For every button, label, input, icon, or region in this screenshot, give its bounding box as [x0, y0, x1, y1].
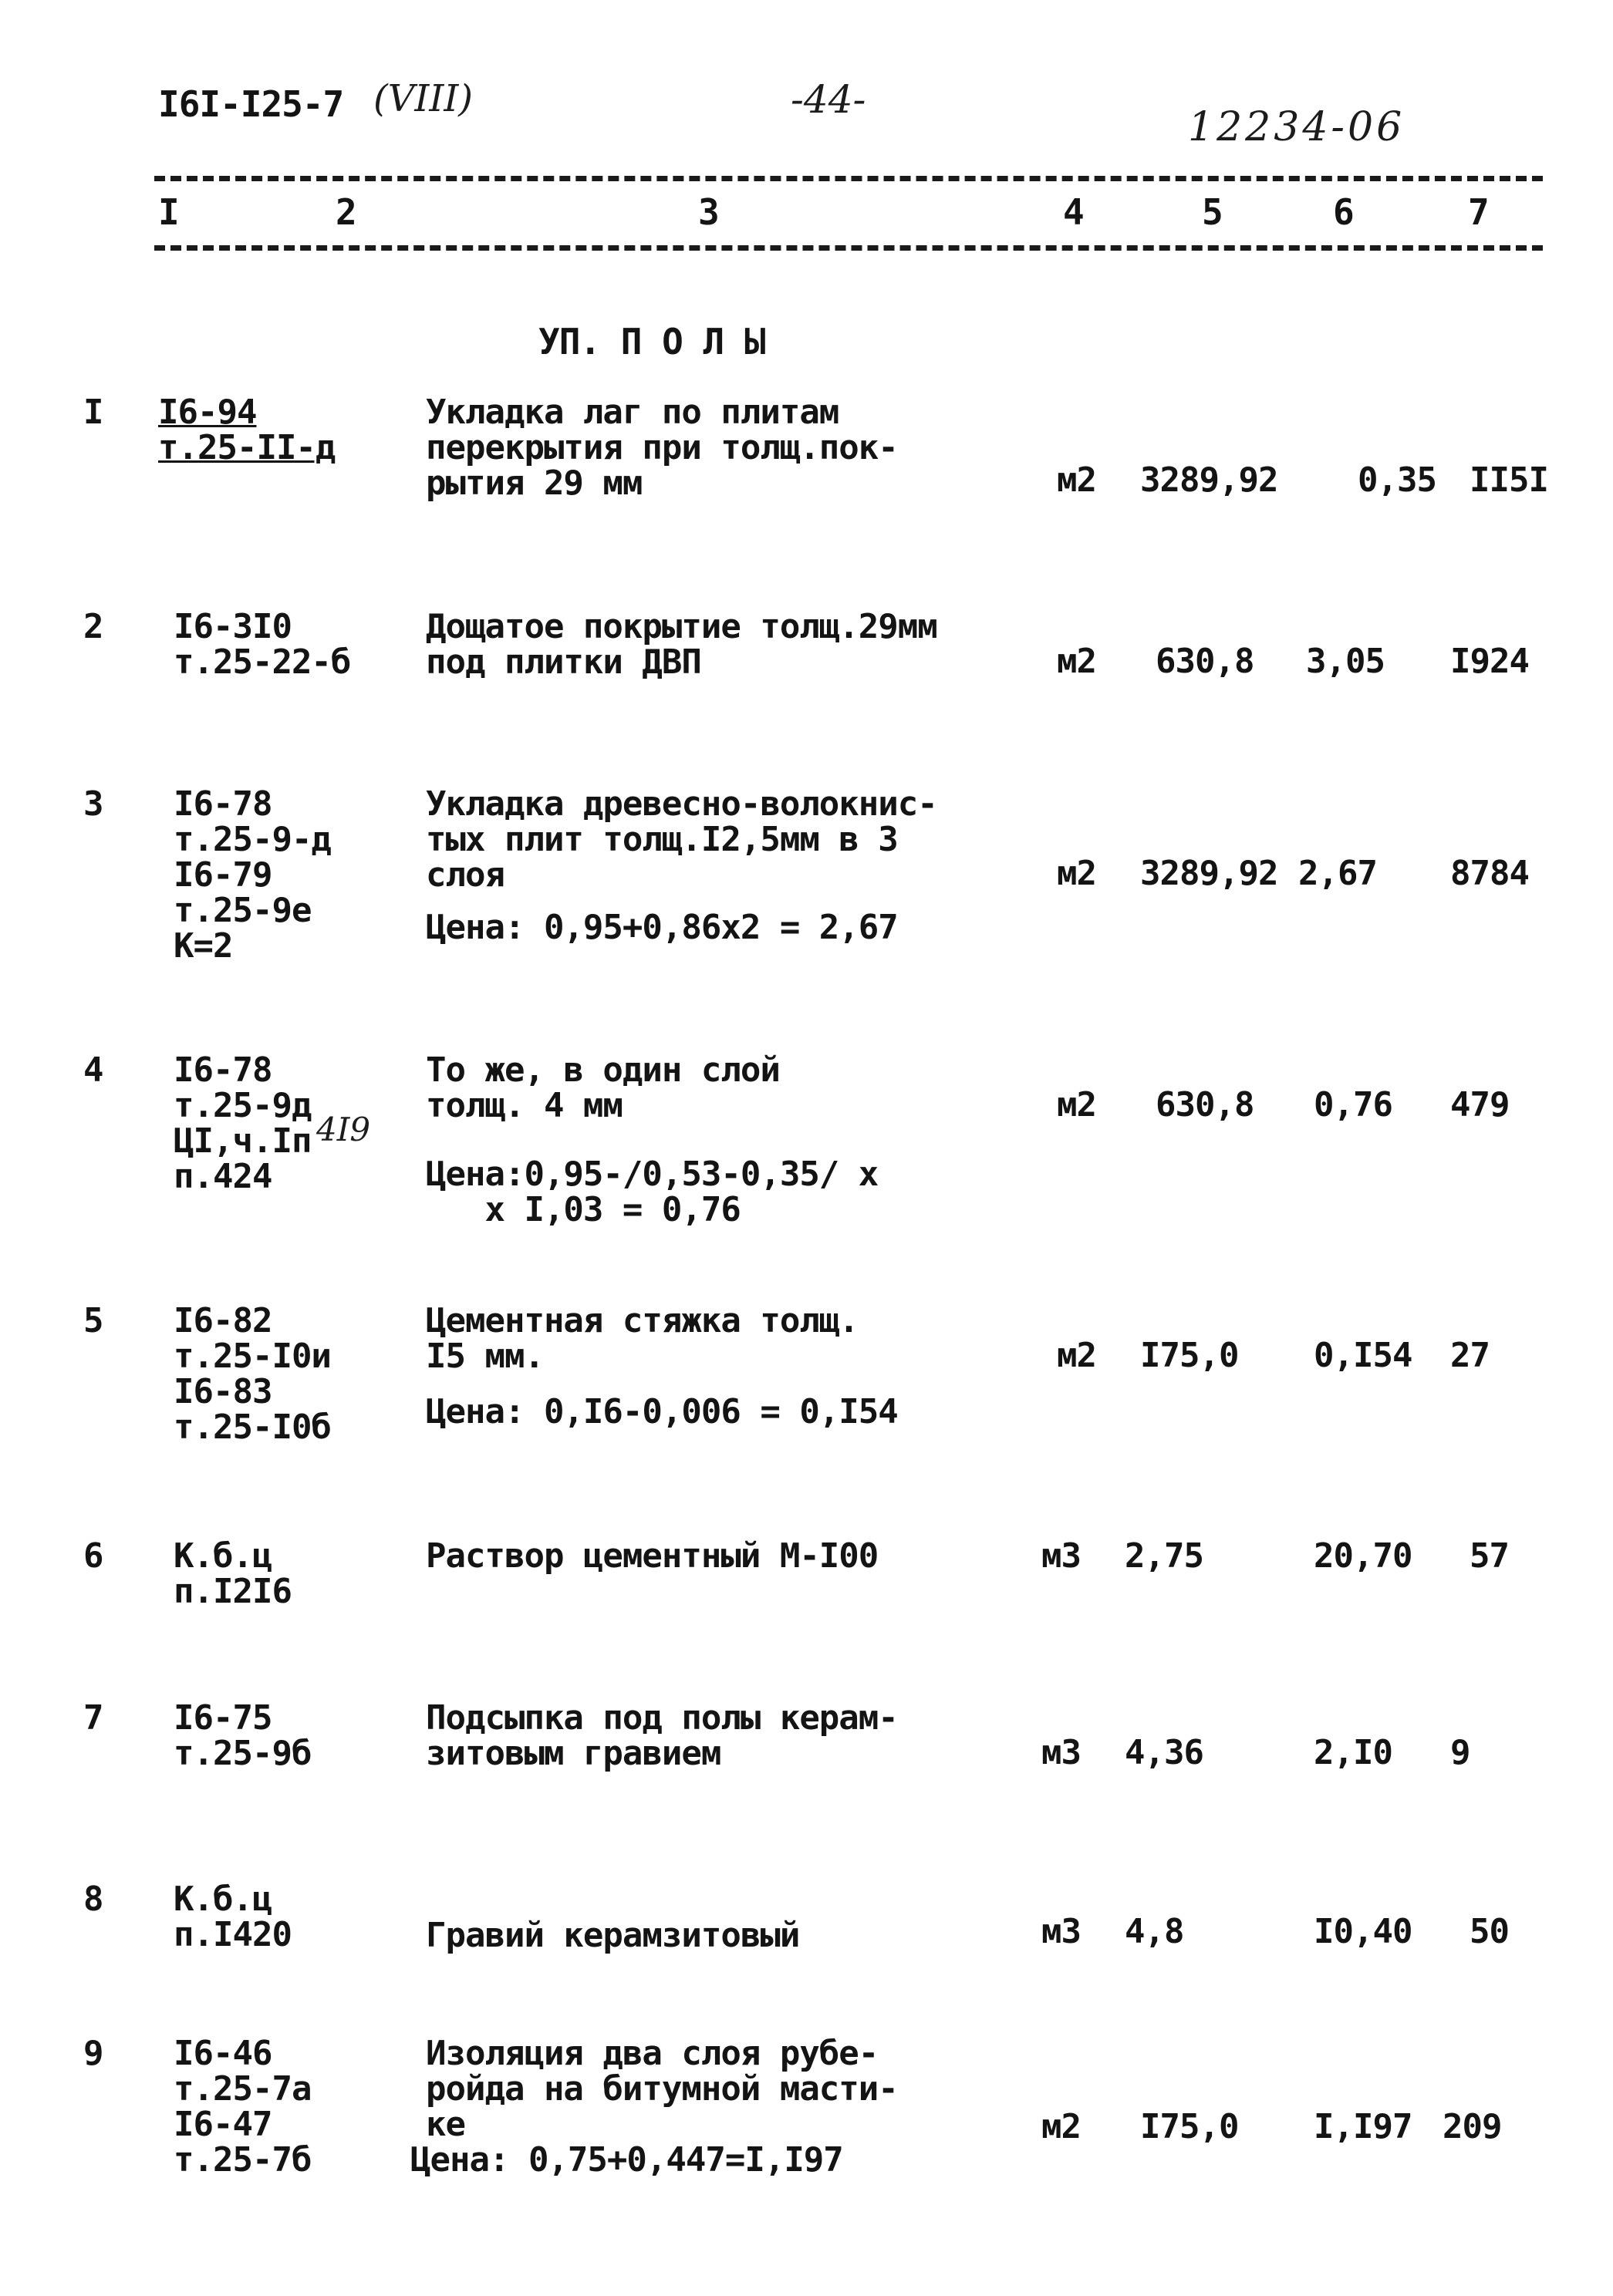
row-6-total: 57: [1470, 1536, 1509, 1576]
row-3-unit: м2: [1057, 854, 1096, 893]
row-4-price-note: Цена:0,95-/0,53-0,35/ х х I,03 = 0,76: [426, 1155, 879, 1229]
row-3-quantity: 3289,92: [1140, 854, 1278, 893]
row-8-unit: м3: [1041, 1912, 1081, 1951]
section-title: УП. П О Л Ы: [538, 321, 765, 362]
row-6-price: 20,70: [1314, 1536, 1412, 1576]
row-9-total: 209: [1443, 2107, 1502, 2146]
row-3-price-note: Цена: 0,95+0,86х2 = 2,67: [426, 908, 898, 947]
row-1-quantity: 3289,92: [1140, 460, 1278, 500]
row-3-total: 8784: [1450, 854, 1529, 893]
row-7-total: 9: [1450, 1733, 1470, 1772]
row-9-quantity: I75,0: [1140, 2107, 1239, 2146]
row-1-unit: м2: [1057, 460, 1096, 500]
row-1-price: 0,35: [1358, 460, 1436, 500]
row-9-price-note: Цена: 0,75+0,447=I,I97: [410, 2140, 843, 2180]
row-9-price: I,I97: [1314, 2107, 1412, 2146]
row-7-number: 7: [83, 1698, 103, 1738]
row-8-code: К.б.ц п.I420: [174, 1880, 292, 1954]
row-5-price: 0,I54: [1314, 1336, 1412, 1375]
column-number-2: 2: [336, 191, 356, 233]
row-3-description: Укладка древесно-волокнис- тых плит толщ.I2,5мм в 3 слоя: [426, 784, 937, 895]
row-4-code: I6-78 т.25-9д ЦI,ч.Iп п.424: [174, 1050, 312, 1196]
row-9-description: Изоляция два слоя рубе- ройда на битумной масти- ке: [426, 2034, 898, 2144]
row-8-description: Гравий керамзитовый: [426, 1916, 800, 1955]
row-1-number: I: [83, 393, 103, 432]
row-5-total: 27: [1450, 1336, 1490, 1375]
row-7-description: Подсыпка под полы керам- зитовым гравием: [426, 1698, 898, 1773]
row-7-price: 2,I0: [1314, 1733, 1392, 1772]
row-9-unit: м2: [1041, 2107, 1081, 2146]
column-number-6: 6: [1333, 191, 1354, 233]
row-4-price: 0,76: [1314, 1085, 1392, 1124]
row-4-description: То же, в один слой толщ. 4 мм: [426, 1050, 780, 1125]
column-number-1: I: [158, 191, 179, 233]
column-number-5: 5: [1202, 191, 1223, 233]
page-number: -44-: [791, 77, 866, 122]
row-8-price: I0,40: [1314, 1912, 1412, 1951]
row-7-unit: м3: [1041, 1733, 1081, 1772]
row-1-description: Укладка лаг по плитам перекрытия при толщ.пок- рытия 29 мм: [426, 393, 898, 503]
row-5-code: I6-82 т.25-I0и I6-83 т.25-I0б: [174, 1301, 331, 1447]
row-2-code: I6-3I0 т.25-22-б: [174, 607, 351, 682]
row-4-unit: м2: [1057, 1085, 1096, 1124]
column-number-3: 3: [698, 191, 719, 233]
header-rule-top: [154, 176, 1543, 181]
row-3-price: 2,67: [1298, 854, 1377, 893]
column-number-4: 4: [1063, 191, 1084, 233]
row-1-total: II5I: [1470, 460, 1548, 500]
row-6-quantity: 2,75: [1125, 1536, 1203, 1576]
row-5-price-note: Цена: 0,I6-0,006 = 0,I54: [426, 1392, 898, 1431]
document-code-handwritten-suffix: (VIII): [373, 77, 473, 120]
row-4-number: 4: [83, 1050, 103, 1090]
row-5-description: Цементная стяжка толщ. I5 мм.: [426, 1301, 859, 1376]
row-6-number: 6: [83, 1536, 103, 1576]
row-2-unit: м2: [1057, 642, 1096, 681]
row-5-number: 5: [83, 1301, 103, 1340]
row-7-quantity: 4,36: [1125, 1733, 1203, 1772]
row-3-number: 3: [83, 784, 103, 824]
row-2-price: 3,05: [1306, 642, 1385, 681]
row-5-quantity: I75,0: [1140, 1336, 1239, 1375]
row-2-total: I924: [1450, 642, 1529, 681]
row-9-number: 9: [83, 2034, 103, 2073]
row-5-unit: м2: [1057, 1336, 1096, 1375]
row-8-number: 8: [83, 1880, 103, 1919]
row-6-unit: м3: [1041, 1536, 1081, 1576]
column-number-7: 7: [1468, 191, 1489, 233]
row-2-quantity: 630,8: [1156, 642, 1254, 681]
row-6-description: Раствор цементный М-I00: [426, 1536, 879, 1576]
row-2-number: 2: [83, 607, 103, 646]
row-4-total: 479: [1450, 1085, 1510, 1124]
row-7-code: I6-75 т.25-9б: [174, 1698, 312, 1773]
row-6-code: К.б.ц п.I2I6: [174, 1536, 292, 1611]
document-code: I6I-I25-7: [158, 83, 344, 125]
row-2-description: Дощатое покрытие толщ.29мм под плитки ДВП: [426, 607, 937, 682]
header-rule-bottom: [154, 245, 1543, 251]
row-9-code: I6-46 т.25-7а I6-47 т.25-7б: [174, 2034, 312, 2180]
row-1-code: I6-94 т.25-II-д: [158, 393, 336, 467]
row-4-code-handwritten-note: 4I9: [316, 1111, 371, 1148]
handwritten-record-number: 12234-06: [1188, 104, 1405, 150]
row-8-quantity: 4,8: [1125, 1912, 1184, 1951]
row-8-total: 50: [1470, 1912, 1509, 1951]
row-3-code: I6-78 т.25-9-д I6-79 т.25-9е К=2: [174, 784, 331, 966]
row-4-quantity: 630,8: [1156, 1085, 1254, 1124]
